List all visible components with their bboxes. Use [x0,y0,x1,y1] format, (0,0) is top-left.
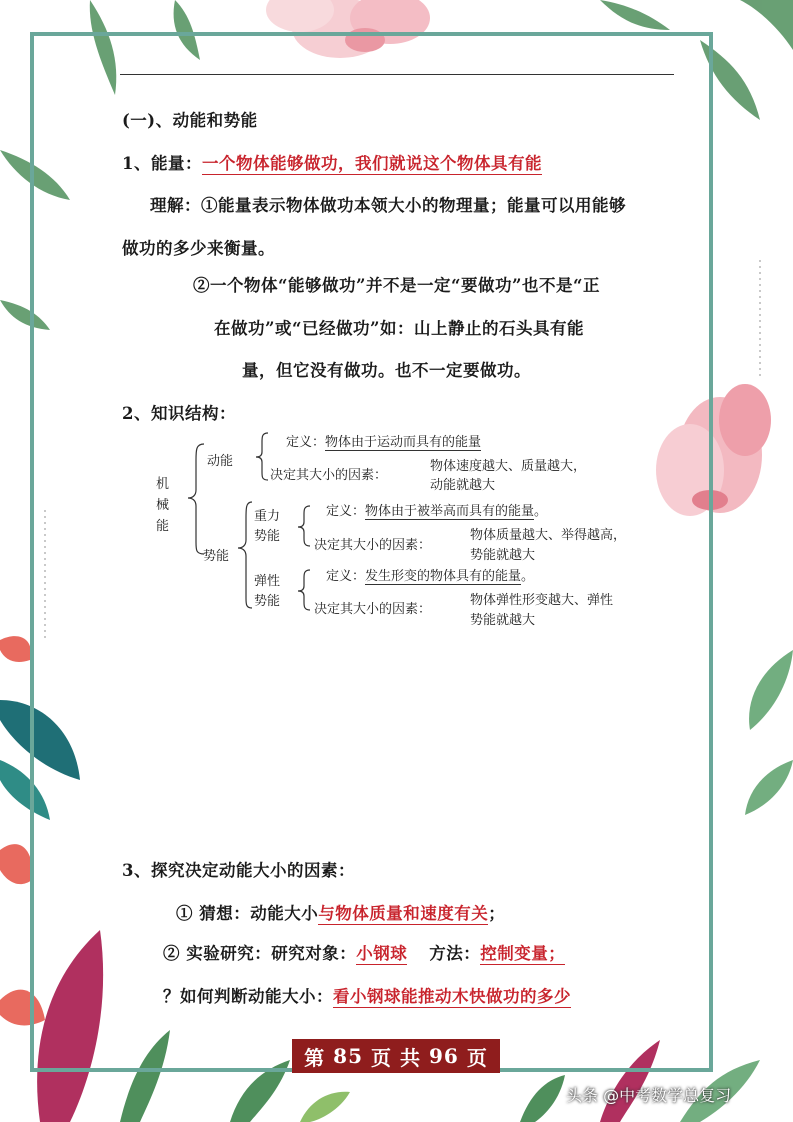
point2-line-1: ②一个物体“能够做功”并不是一定“要做功”也不是“正 [193,276,600,295]
elastic-factor-label: 决定其大小的因素： [314,602,432,617]
judge-answer: 看小钢球能推动木快做功的多少 [333,987,571,1006]
kinetic-def-line: 定义：物体由于运动而具有的能量 [286,435,482,450]
experiment-line: ② 实验研究：研究对象：小钢球 方法：控制变量； [163,944,566,963]
guess-line: ① 猜想：动能大小与物体质量和速度有关； [176,904,506,923]
judge-line: ？如何判断动能大小：看小钢球能推动木快做功的多少 [163,987,571,1006]
experiment-method: 控制变量； [480,944,566,963]
kinetic-def: 物体由于运动而具有的能量 [325,435,482,450]
energy-definition: 一个物体能够做功，我们就说这个物体具有能 [201,154,542,173]
experiment-object: 小钢球 [356,944,408,963]
root-char-2: 械 [156,498,170,513]
elastic-label-2: 势能 [254,594,281,609]
kinetic-factor-1: 物体速度越大、质量越大， [430,459,587,474]
root-char-3: 能 [156,519,170,534]
gravity-factor-2: 势能就越大 [470,548,536,563]
potential-label: 势能 [203,549,230,564]
energy-line [122,150,542,174]
gravity-def-line: 定义：物体由于被举高而具有的能量。 [326,504,548,519]
gravity-factor-label: 决定其大小的因素： [314,538,432,553]
guess-answer: 与物体质量和速度有关 [318,904,489,923]
top-rule [120,74,674,75]
explore-label: 3、探究决定动能大小的因素： [122,861,355,880]
gravity-label-1: 重力 [254,509,281,524]
kinetic-factor-2: 动能就越大 [430,478,496,493]
page-number-bar: 第 85 页 共 96 页 [292,1039,500,1073]
elastic-def-line: 定义：发生形变的物体具有的能量。 [326,569,535,584]
section-heading: (一)、动能和势能 [122,111,258,130]
point2-line-3: 量，但它没有做功。也不一定要做功。 [242,361,531,380]
kinetic-factor-label: 决定其大小的因素： [270,468,388,483]
point2-line-2: 在做功”或“已经做功”如：山上静止的石头具有能 [214,319,584,338]
current-page: 85 [333,1044,363,1068]
energy-label: 1、能量： [122,154,202,173]
gravity-factor-1: 物体质量越大、举得越高， [470,528,627,543]
understand-line-2: 做功的多少来衡量。 [122,239,275,258]
elastic-label-1: 弹性 [254,574,281,589]
gravity-def: 物体由于被举高而具有的能量 [365,504,535,519]
root-char-1: 机 [156,477,170,492]
structure-label: 2、知识结构： [122,404,236,423]
elastic-def: 发生形变的物体具有的能量 [365,569,522,584]
understand-line-1: 理解：①能量表示物体做功本领大小的物理量；能量可以用能够 [150,196,626,215]
elastic-factor-1: 物体弹性形变越大、弹性 [470,593,614,608]
watermark: 头条 @中考数学总复习 [566,1086,732,1105]
structure-braces [180,430,320,620]
gravity-label-2: 势能 [254,529,281,544]
total-pages: 96 [429,1044,459,1068]
elastic-factor-2: 势能就越大 [470,613,536,628]
kinetic-label: 动能 [207,454,234,469]
